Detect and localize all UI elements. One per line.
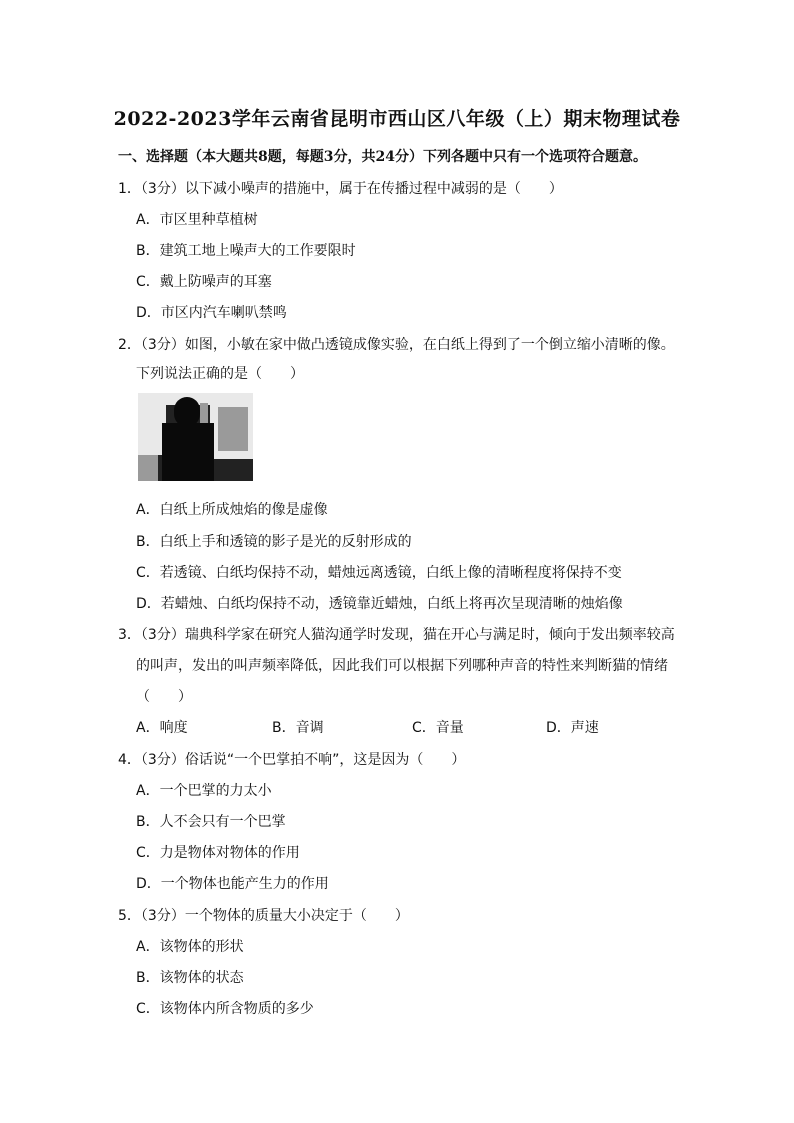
- page-title: 2022-2023学年云南省昆明市西山区八年级（上）期末物理试卷: [113, 108, 681, 130]
- question-3-option-d: D．声速: [546, 720, 599, 736]
- question-3-stem: 3．（3分）瑞典科学家在研究人猫沟通学时发现，猫在开心与满足时，倾向于发出频率较高: [118, 627, 675, 643]
- section-heading: 一、选择题（本大题共8题，每题3分，共24分）下列各题中只有一个选项符合题意。: [118, 149, 647, 165]
- question-4-option-c: C．力是物体对物体的作用: [136, 845, 300, 861]
- question-5-option-c: C．该物体内所含物质的多少: [136, 1001, 314, 1017]
- question-2-option-b: B．白纸上手和透镜的影子是光的反射形成的: [136, 534, 412, 550]
- question-1-option-b: B．建筑工地上噪声大的工作要限时: [136, 243, 356, 259]
- question-3-option-a: A．响度: [136, 720, 188, 736]
- question-2-option-c: C．若透镜、白纸均保持不动，蜡烛远离透镜，白纸上像的清晰程度将保持不变: [136, 565, 622, 581]
- question-5-stem: 5．（3分）一个物体的质量大小决定于（ ）: [118, 908, 409, 924]
- question-2-option-a: A．白纸上所成烛焰的像是虚像: [136, 502, 328, 518]
- question-2-stem: 2．（3分）如图，小敏在家中做凸透镜成像实验，在白纸上得到了一个倒立缩小清晰的像。: [118, 337, 675, 353]
- question-2-option-d: D．若蜡烛、白纸均保持不动，透镜靠近蜡烛，白纸上将再次呈现清晰的烛焰像: [136, 596, 623, 612]
- lens-experiment-photo: [138, 393, 253, 481]
- question-3-option-c: C．音量: [412, 720, 464, 736]
- question-4-stem: 4．（3分）俗话说“一个巴掌拍不响”，这是因为（ ）: [118, 752, 466, 768]
- question-3-option-b: B．音调: [272, 720, 324, 736]
- question-3-stem-continued: 的叫声，发出的叫声频率降低，因此我们可以根据下列哪种声音的特性来判断猫的情绪: [136, 658, 668, 674]
- question-1-stem: 1．（3分）以下减小噪声的措施中，属于在传播过程中减弱的是（ ）: [118, 181, 563, 197]
- question-4-option-d: D．一个物体也能产生力的作用: [136, 876, 329, 892]
- question-3-stem-bracket: （ ）: [136, 689, 192, 705]
- question-4-option-b: B．人不会只有一个巴掌: [136, 814, 286, 830]
- question-2-stem-continued: 下列说法正确的是（ ）: [136, 366, 304, 382]
- question-1-option-d: D．市区内汽车喇叭禁鸣: [136, 305, 287, 321]
- question-4-option-a: A．一个巴掌的力太小: [136, 783, 272, 799]
- question-1-option-c: C．戴上防噪声的耳塞: [136, 274, 272, 290]
- question-1-option-a: A．市区里种草植树: [136, 212, 258, 228]
- question-5-option-a: A．该物体的形状: [136, 939, 244, 955]
- question-5-option-b: B．该物体的状态: [136, 970, 244, 986]
